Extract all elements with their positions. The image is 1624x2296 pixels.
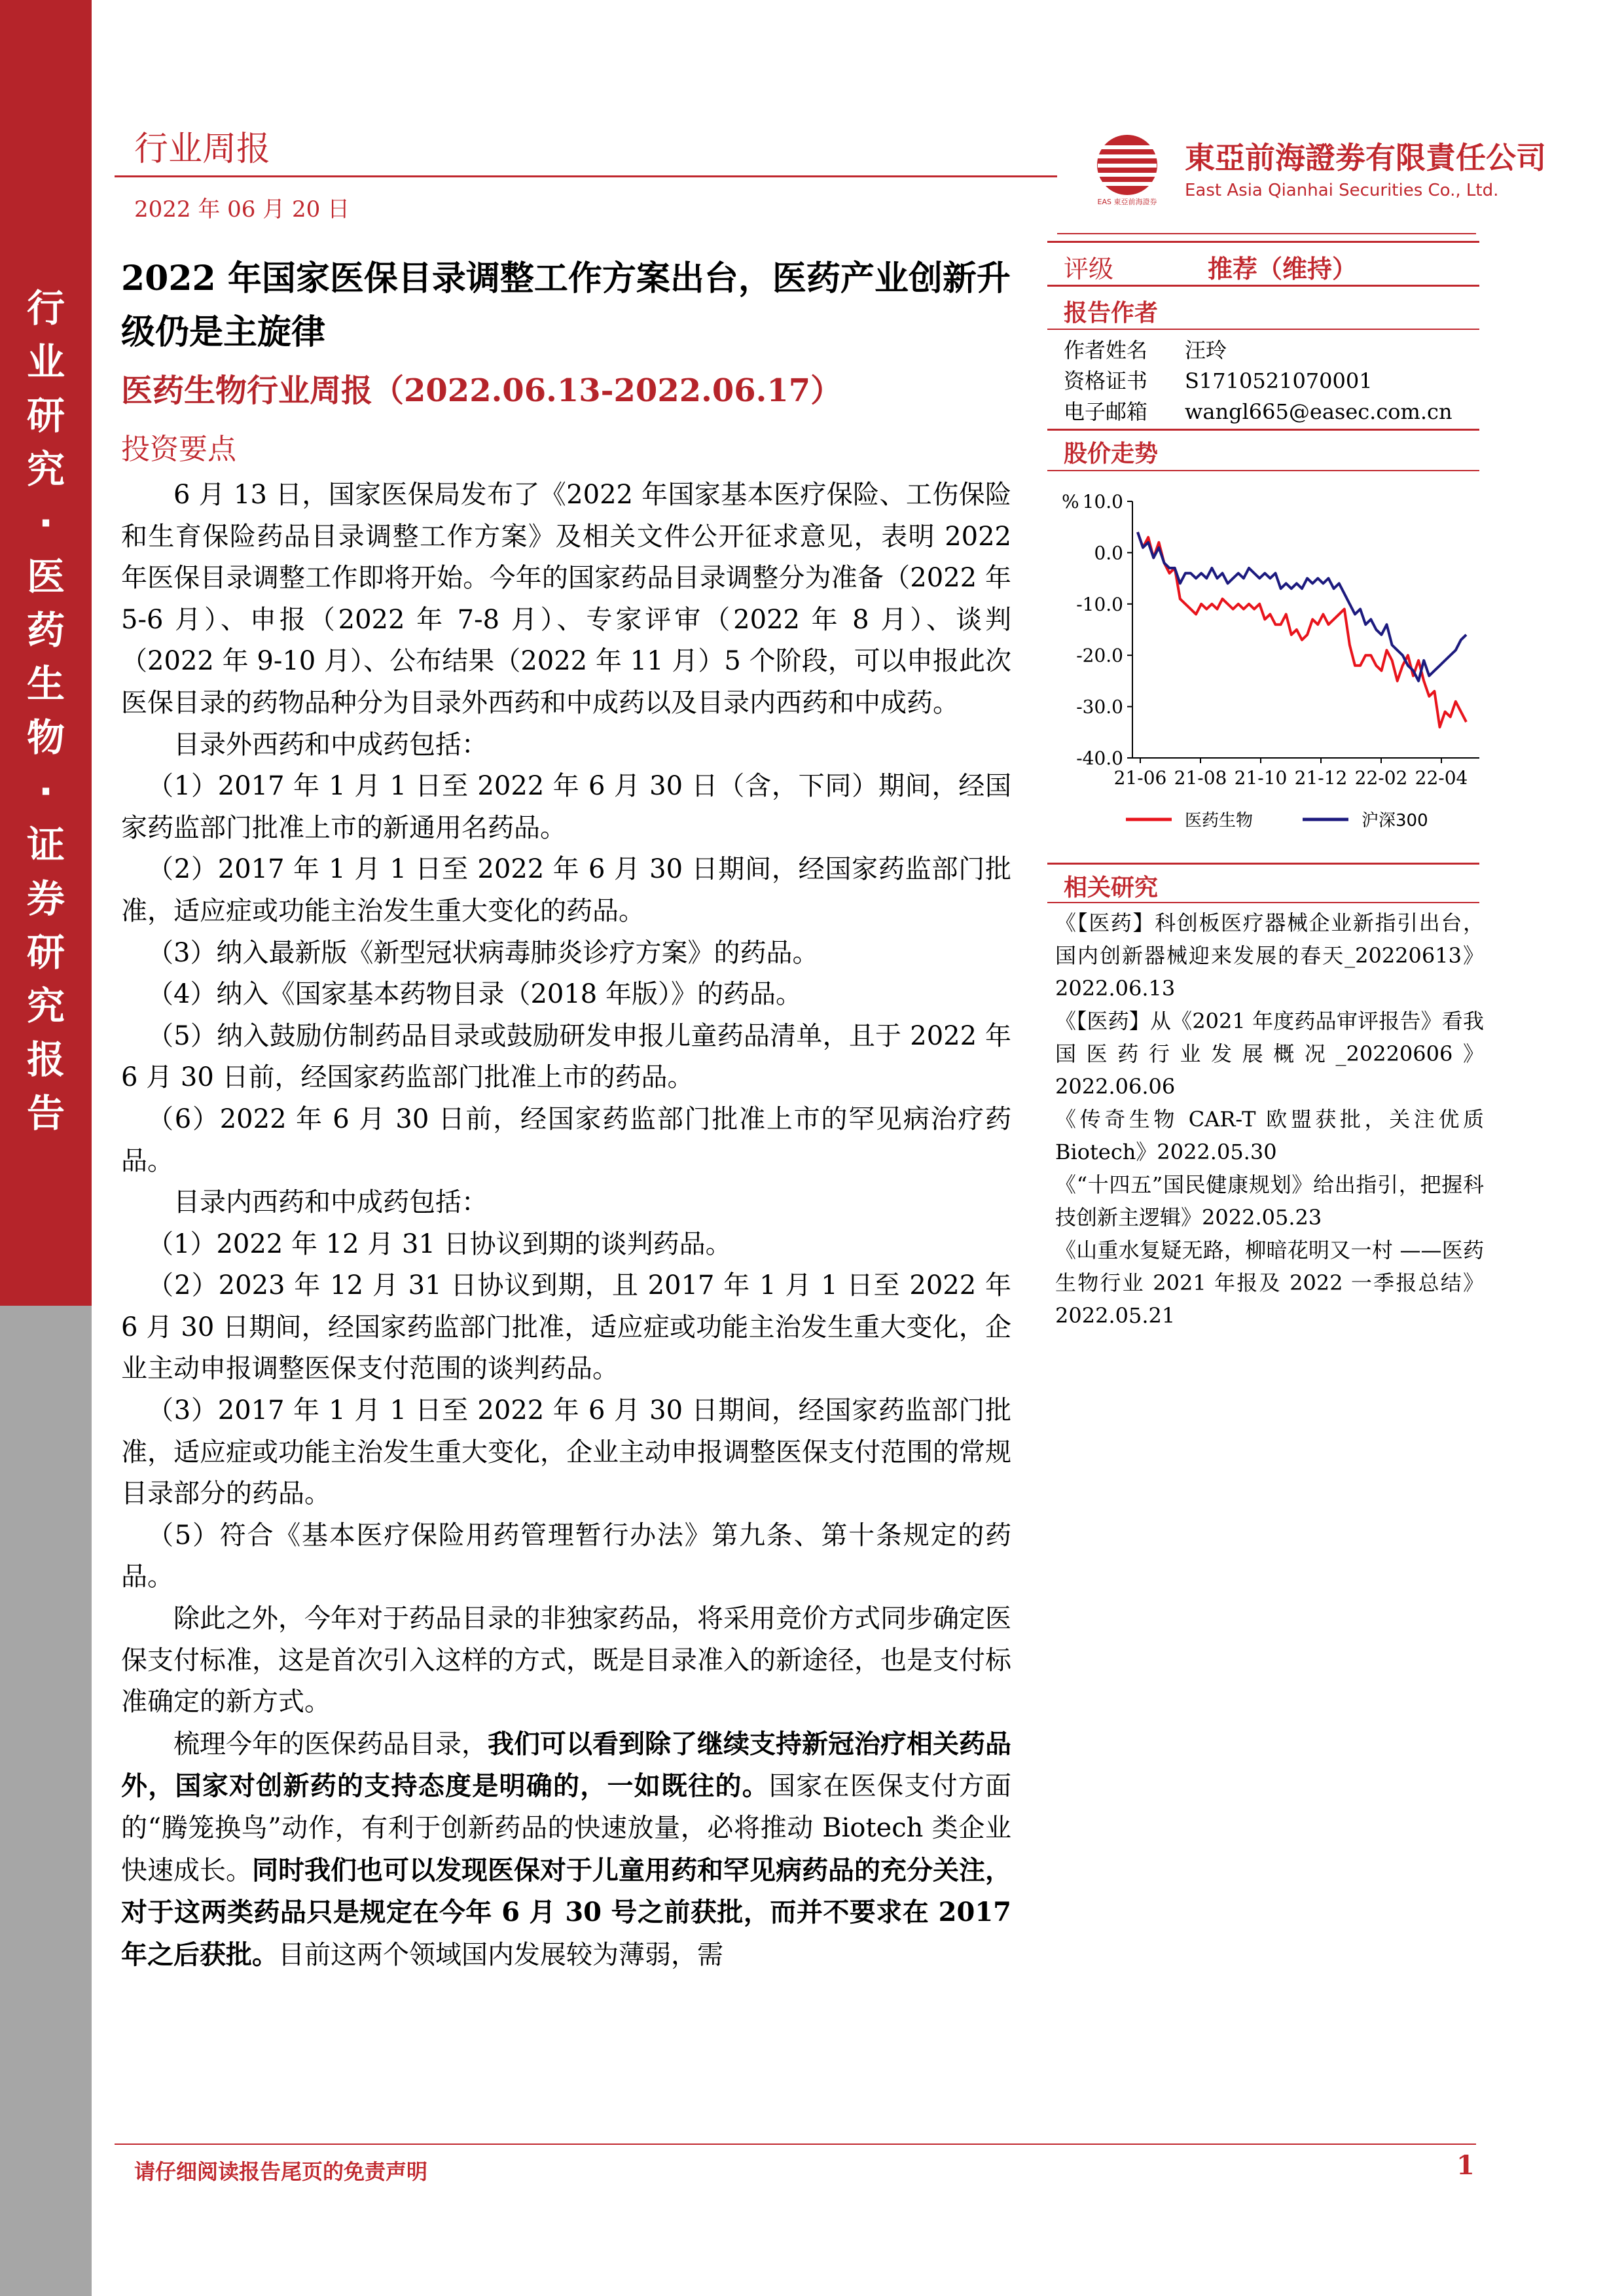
sidebar-char: 究 — [26, 447, 65, 492]
sidebar-band-lower — [0, 1306, 92, 2296]
company-name-en: East Asia Qianhai Securities Co., Ltd. — [1185, 181, 1499, 200]
list-item: （1）2017 年 1 月 1 日至 2022 年 6 月 30 日（含，下同）期间，经国家药监部门批准上市的新通用名药品。 — [121, 771, 1011, 843]
sidebar-char: 告 — [26, 1091, 65, 1136]
paragraph: 6 月 13 日，国家医保局发布了《2022 年国家基本医疗保险、工伤保险和生育保险药品目录调整工作方案》及相关文件公开征求意见，表明 2022 年医保目录调整工作即将开始。今年的国家药品目录调整分为准备（2022 年 5-6 月）、申报（2022 年 7-8 月）、专家评审（2022 年 8 月）、谈判（2022 年 9-10 月）、公布结果（2022 年 11 月）5 个阶段，可以申报此次医保目录的药物品种分为目录外西药和中成药以及目录内西药和中成药。 — [121, 480, 1011, 718]
chart-axes — [1062, 491, 1479, 789]
related-research-item[interactable]: 《【医药】从《2021 年度药品审评报告》看我国医药行业发展概况_20220606》2022.06.06 — [1055, 1009, 1484, 1099]
report-date: 2022 年 06 月 20 日 — [134, 196, 350, 223]
sidebar-char: 券 — [26, 876, 65, 921]
related-research-item[interactable]: 《山重水复疑无路，柳暗花明又一村 ——医药生物行业 2021 年报及 2022 一季报总结》2022.05.21 — [1055, 1238, 1484, 1328]
main-body — [121, 475, 1011, 1976]
list-item: （2）2017 年 1 月 1 日至 2022 年 6 月 30 日期间，经国家药监部门批准，适应症或功能主治发生重大变化的药品。 — [121, 854, 1011, 926]
series-line-0 — [1138, 532, 1466, 727]
sidebar-vertical-title — [16, 281, 76, 1140]
disclaimer-note: 请仔细阅读报告尾页的免责声明 — [134, 2159, 428, 2184]
header-divider — [115, 175, 1057, 177]
divider — [1047, 429, 1479, 431]
rating-value: 推荐（维持） — [1208, 255, 1358, 283]
footer-divider — [115, 2144, 1476, 2145]
divider — [1047, 470, 1479, 471]
bold-text-run: 我们可以看到除了继续支持新冠治疗相关药品外，国家对创新药的支持态度是明确的，一如既往的。 — [121, 1728, 1011, 1802]
paragraph: 目录内西药和中成药包括： — [173, 1187, 488, 1218]
list-item: （5）纳入鼓励仿制药品目录或鼓励研发申报儿童药品清单，且于 2022 年 6 月 30 日前，经国家药监部门批准上市的药品。 — [121, 1020, 1011, 1093]
x-tick-label: 21-06 — [1113, 767, 1167, 789]
page-number: 1 — [1456, 2150, 1475, 2181]
rating-top-bar — [1047, 241, 1479, 243]
legend-label: 医药生物 — [1185, 811, 1254, 831]
list-item: （5）符合《基本医疗保险用药管理暂行办法》第九条、第十条规定的药品。 — [121, 1520, 1011, 1592]
y-tick-label: -10.0 — [1076, 593, 1123, 615]
report-type: 行业周报 — [134, 130, 271, 169]
logo-caption: EAS 東亞前海證券 — [1097, 198, 1157, 206]
sidebar-char: · — [38, 769, 54, 814]
x-tick-label: 22-02 — [1354, 767, 1408, 789]
cert-number: S1710521070001 — [1185, 368, 1373, 393]
rating-label: 评级 — [1064, 255, 1114, 283]
company-logo-icon — [1090, 131, 1165, 206]
divider — [1047, 863, 1479, 865]
company-name-cn: 東亞前海證劵有限責任公司 — [1185, 140, 1546, 175]
cert-label: 资格证书 — [1064, 368, 1148, 393]
text-run: 梳理今年的医保药品目录， — [173, 1729, 488, 1759]
x-tick-label: 21-10 — [1234, 767, 1288, 789]
list-item: （3）2017 年 1 月 1 日至 2022 年 6 月 30 日期间，经国家药监部门批准，适应症或功能主治发生重大变化，企业主动申报调整医保支付范围的常规目录部分的药品。 — [121, 1395, 1011, 1509]
legend-label: 沪深300 — [1362, 811, 1428, 831]
x-tick-label: 22-04 — [1415, 767, 1468, 789]
related-section-title: 相关研究 — [1064, 874, 1159, 901]
sidebar-char: 物 — [26, 715, 65, 760]
stock-trend-chart — [1047, 478, 1492, 844]
divider — [1047, 329, 1479, 330]
list-item: （6）2022 年 6 月 30 日前，经国家药监部门批准上市的罕见病治疗药品。 — [121, 1103, 1011, 1176]
author-name-row — [1064, 334, 1227, 364]
divider — [1047, 285, 1479, 287]
list-item: （1）2022 年 12 月 31 日协议到期的谈判药品。 — [147, 1229, 732, 1259]
paragraph — [121, 1723, 1011, 1977]
chart-lines — [1138, 532, 1466, 727]
text-run: 目前这两个领域国内发展较为薄弱，需 — [278, 1939, 723, 1970]
chart-section-title: 股价走势 — [1064, 440, 1159, 467]
related-research-item[interactable]: 《“十四五”国民健康规划》给出指引，把握科技创新主逻辑》2022.05.23 — [1055, 1172, 1484, 1230]
y-tick-label: 10.0 — [1082, 491, 1123, 512]
related-research-list — [1055, 906, 1484, 1332]
sidebar-char: 药 — [26, 608, 65, 653]
y-tick-label: 0.0 — [1094, 542, 1123, 564]
sidebar-char: 研 — [26, 930, 65, 975]
sidebar-char: 医 — [26, 554, 65, 599]
email-label: 电子邮箱 — [1064, 399, 1148, 424]
y-unit-label: % — [1062, 491, 1079, 512]
x-tick-label: 21-08 — [1174, 767, 1227, 789]
author-name: 汪玲 — [1185, 338, 1227, 363]
divider — [1047, 902, 1479, 903]
sidebar-char: 研 — [26, 393, 65, 438]
email-address[interactable]: wangl665@easec.com.cn — [1185, 399, 1453, 424]
section-heading: 投资要点 — [121, 433, 236, 466]
y-tick-label: -40.0 — [1076, 747, 1123, 769]
cert-row — [1064, 365, 1373, 395]
list-item: （3）纳入最新版《新型冠状病毒肺炎诊疗方案》的药品。 — [147, 937, 819, 968]
sidebar-char: · — [38, 501, 54, 545]
logo-divider — [1057, 233, 1476, 234]
report-subtitle: 医药生物行业周报（2022.06.13-2022.06.17） — [121, 372, 842, 409]
paragraph: 目录外西药和中成药包括： — [173, 729, 488, 760]
sidebar-char: 究 — [26, 984, 65, 1028]
paragraph: 除此之外，今年对于药品目录的非独家药品，将采用竞价方式同步确定医保支付标准，这是首次引入这样的方式，既是目录准入的新途径，也是支付标准确定的新方式。 — [121, 1604, 1011, 1717]
y-tick-label: -20.0 — [1076, 645, 1123, 667]
list-item: （4）纳入《国家基本药物目录（2018 年版）》的药品。 — [147, 979, 802, 1010]
email-row — [1064, 395, 1453, 425]
sidebar-char: 业 — [26, 340, 65, 384]
list-item: （2）2023 年 12 月 31 日协议到期，且 2017 年 1 月 1 日至 2022 年 6 月 30 日期间，经国家药监部门批准，适应症或功能主治发生重大变化，企业主动申报调整医保支付范围的谈判药品。 — [121, 1270, 1011, 1384]
related-research-item[interactable]: 《【医药】科创板医疗器械企业新指引出台，国内创新器械迎来发展的春天_20220613》2022.06.13 — [1055, 910, 1484, 1001]
text-run: 国家在医保支付方面的“腾笼换鸟”动作，有利于创新药品的快速放量，必将推动 Biotech 类企业快速成长。 — [121, 1771, 1011, 1886]
x-tick-label: 21-12 — [1294, 767, 1348, 789]
sidebar-char: 生 — [26, 662, 65, 706]
author-section-title: 报告作者 — [1064, 300, 1159, 327]
report-title: 2022 年国家医保目录调整工作方案出台，医药产业创新升级仍是主旋律 — [121, 259, 1011, 352]
bold-text-run: 同时我们也可以发现医保对于儿童用药和罕见病药品的充分关注，对于这两类药品只是规定在今年 6 月 30 号之前获批，而并不要求在 2017 年之后获批。 — [121, 1854, 1011, 1970]
related-research-item[interactable]: 《传奇生物 CAR-T 欧盟获批，关注优质 Biotech》2022.05.30 — [1055, 1107, 1484, 1164]
sidebar-char: 行 — [26, 286, 65, 331]
author-name-label: 作者姓名 — [1064, 338, 1148, 363]
y-tick-label: -30.0 — [1076, 696, 1123, 718]
sidebar-char: 证 — [26, 823, 65, 867]
chart-legend — [1126, 811, 1428, 831]
sidebar-char: 报 — [26, 1037, 65, 1082]
